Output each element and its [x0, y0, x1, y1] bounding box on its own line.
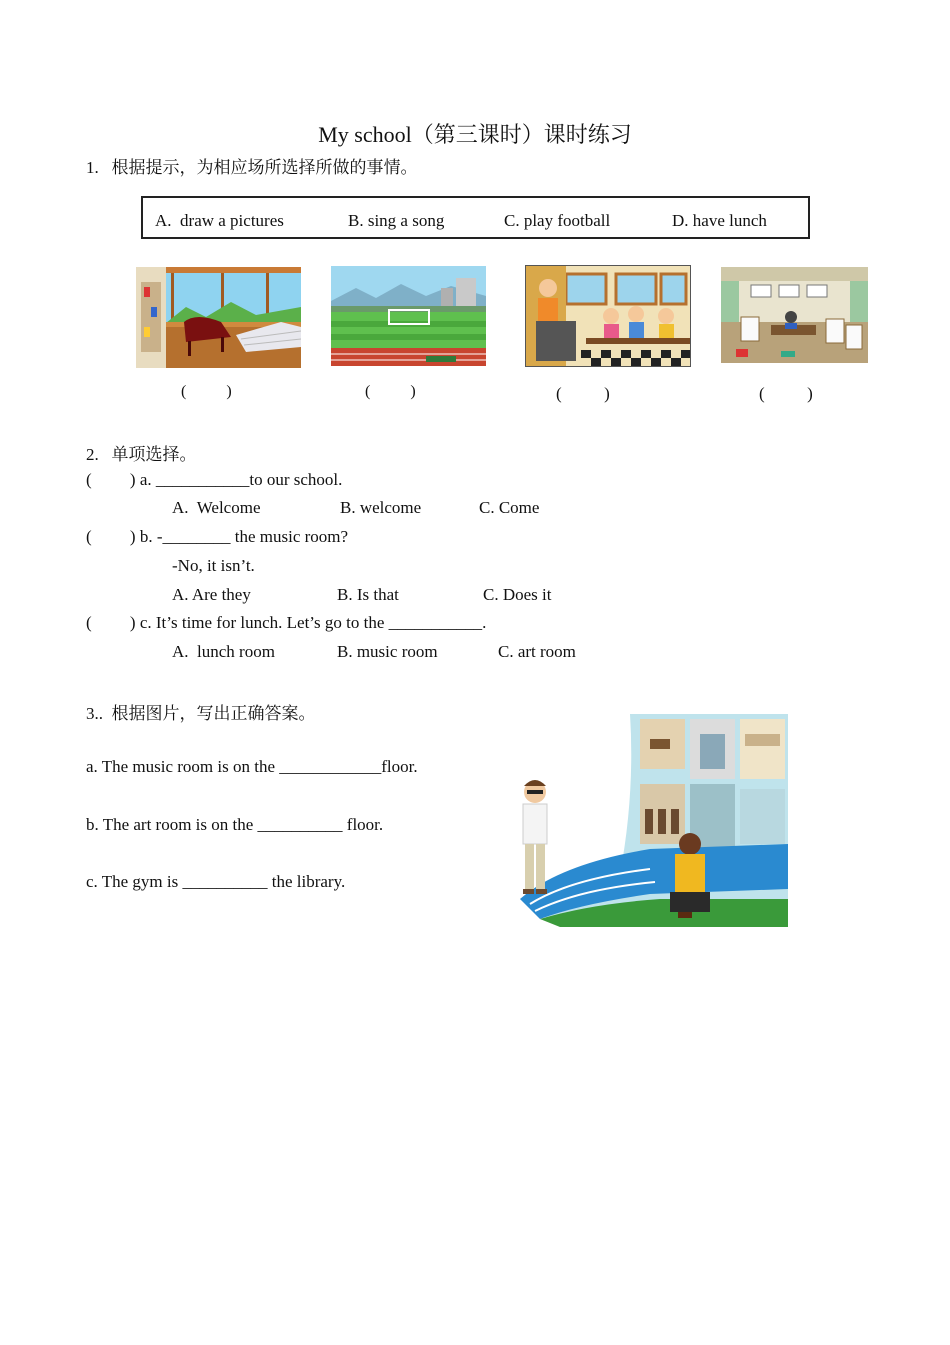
answer-blank-2[interactable]: ( ): [365, 383, 416, 400]
question-b-stem: ( ) b. -________ the music room?: [86, 527, 349, 546]
fill-item-c[interactable]: c. The gym is __________ the library.: [86, 872, 346, 891]
option-d: D. have lunch: [672, 211, 767, 230]
question-b-reply: -No, it isn’t.: [172, 556, 255, 575]
question-a-option-a[interactable]: A. Welcome: [172, 498, 261, 517]
question-b-option-b[interactable]: B. Is that: [337, 585, 399, 604]
question-c-option-a[interactable]: A. lunch room: [172, 642, 275, 661]
option-c: C. play football: [504, 211, 611, 230]
page-title: My school（第三课时）课时练习: [318, 122, 632, 147]
answer-blank-4[interactable]: ( ): [759, 384, 813, 403]
section1-heading: 1. 根据提示，为相应场所选择所做的事情。: [86, 158, 418, 177]
options-box: [141, 196, 810, 239]
question-c-stem: ( ) c. It’s time for lunch. Let’s go to the ___________.: [86, 613, 487, 632]
option-a: A. draw a pictures: [155, 211, 284, 230]
answer-blank-3[interactable]: ( ): [556, 384, 610, 403]
section2-heading: 2. 单项选择。: [86, 445, 197, 464]
question-a-option-b[interactable]: B. welcome: [340, 498, 422, 517]
question-b-option-c[interactable]: C. Does it: [483, 585, 552, 604]
question-a-option-c[interactable]: C. Come: [479, 498, 540, 517]
fill-item-a[interactable]: a. The music room is on the ____________floor.: [86, 757, 418, 776]
option-b: B. sing a song: [348, 211, 445, 230]
music-room-picture: [136, 267, 301, 368]
playground-picture: [331, 266, 486, 366]
art-room-picture: [721, 267, 868, 363]
question-a-stem: ( ) a. ___________to our school.: [86, 470, 343, 489]
section3-heading: 3.. 根据图片，写出正确答案。: [86, 704, 316, 723]
school-building-picture: [500, 714, 788, 927]
question-c-option-b[interactable]: B. music room: [337, 642, 438, 661]
fill-item-b[interactable]: b. The art room is on the __________ floor.: [86, 815, 384, 834]
answer-blank-1[interactable]: ( ): [181, 383, 232, 400]
question-b-option-a[interactable]: A. Are they: [172, 585, 251, 604]
question-c-option-c[interactable]: C. art room: [498, 642, 576, 661]
lunch-room-picture: [525, 265, 691, 367]
